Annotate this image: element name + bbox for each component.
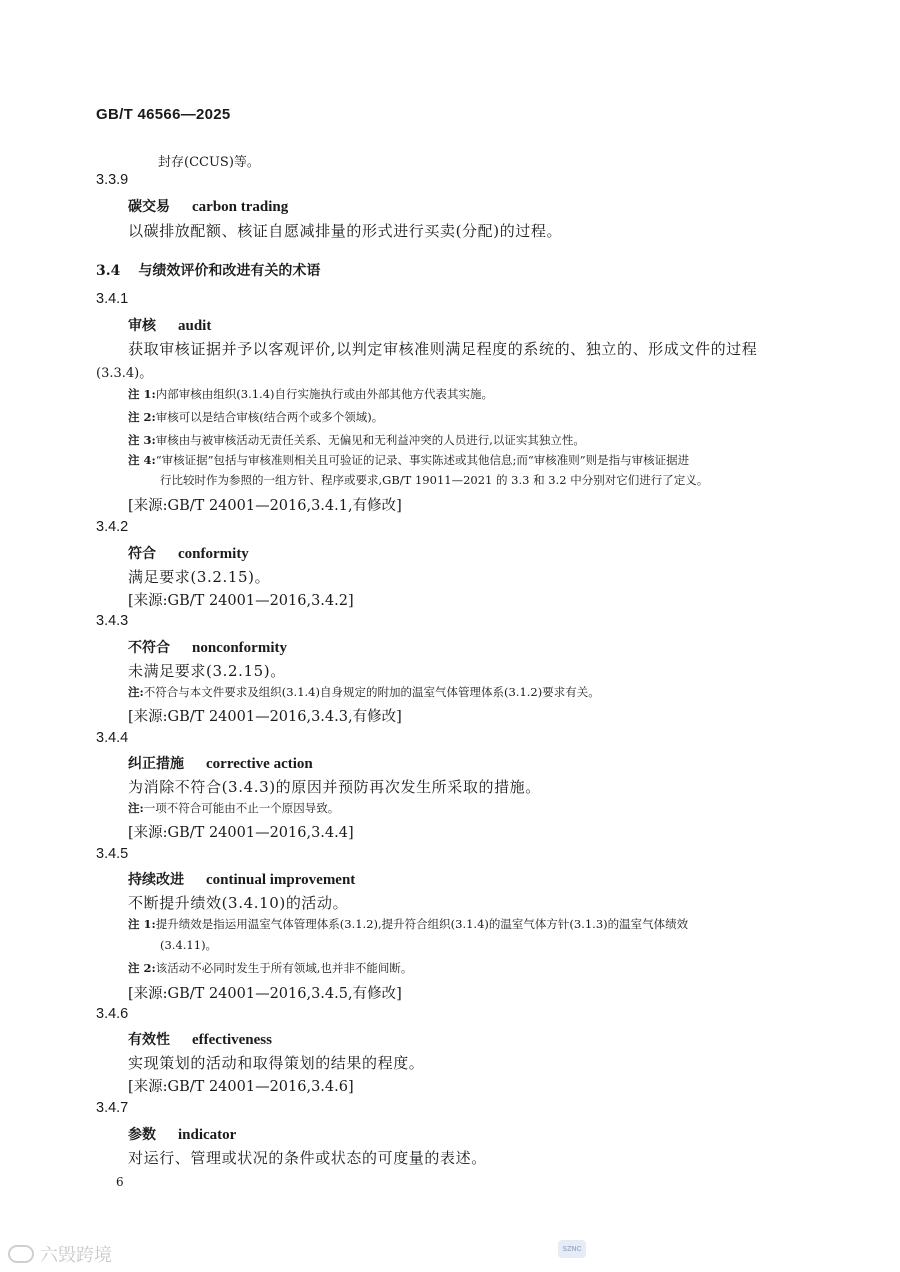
term-zh: 纠正措施 xyxy=(128,756,184,772)
term-zh: 参数 xyxy=(128,1127,156,1143)
note-label: 注 3: xyxy=(128,433,156,447)
watermark-logo-icon xyxy=(8,1245,34,1263)
continuation-text: 封存(CCUS)等。 xyxy=(158,155,260,170)
term-en: audit xyxy=(178,318,212,334)
note xyxy=(128,960,412,976)
note-text: 提升绩效是指运用温室气体管理体系(3.1.2),提升符合组织(3.1.4)的温室气体方针(3.1.3)的温室气体绩效 xyxy=(155,917,689,931)
term-en: effectiveness xyxy=(192,1032,272,1048)
note xyxy=(128,684,600,700)
term-en: nonconformity xyxy=(192,640,287,656)
term-continual-improvement xyxy=(128,869,355,889)
term-zh: 有效性 xyxy=(128,1032,170,1048)
term-en: continual improvement xyxy=(206,872,356,888)
note-label: 注: xyxy=(128,801,144,815)
clause-number-3-4-5: 3.4.5 xyxy=(96,846,129,862)
watermark-text: 六毁跨境 xyxy=(40,1245,112,1266)
note-text: 审核可以是结合审核(结合两个或多个领域)。 xyxy=(155,410,384,424)
definition-text: 不断提升绩效(3.4.10)的活动。 xyxy=(128,894,349,912)
source-reference: [来源:GB/T 24001—2016,3.4.3,有修改] xyxy=(128,709,402,725)
note-label: 注 4: xyxy=(128,453,156,467)
note-label: 注 1: xyxy=(128,917,156,931)
term-zh: 审核 xyxy=(128,318,156,334)
source-reference: [来源:GB/T 24001—2016,3.4.5,有修改] xyxy=(128,986,402,1002)
clause-number-3-4-1: 3.4.1 xyxy=(96,291,129,307)
note-text: 审核由与被审核活动无责任关系、无偏见和无利益冲突的人员进行,以证实其独立性。 xyxy=(155,433,585,447)
source-reference: [来源:GB/T 24001—2016,3.4.6] xyxy=(128,1079,354,1095)
source-reference: [来源:GB/T 24001—2016,3.4.2] xyxy=(128,593,354,609)
term-indicator xyxy=(128,1124,236,1144)
clause-number-3-4-2: 3.4.2 xyxy=(96,519,129,535)
note-continuation: (3.4.11)。 xyxy=(160,938,218,952)
watermark-left xyxy=(8,1241,112,1267)
watermark-center-logo-icon xyxy=(558,1240,586,1258)
page-number: 6 xyxy=(116,1175,124,1189)
source-reference: [来源:GB/T 24001—2016,3.4.4] xyxy=(128,825,354,841)
term-en: indicator xyxy=(178,1127,237,1143)
note-text: 该活动不必同时发生于所有领域,也并非不能间断。 xyxy=(155,961,413,975)
term-nonconformity xyxy=(128,637,287,657)
term-audit xyxy=(128,315,211,335)
clause-number-3-4-7: 3.4.7 xyxy=(96,1100,129,1116)
note-text: “审核证据”包括与审核准则相关且可验证的记录、事实陈述或其他信息;而“审核准则”则是指与审核证据进 xyxy=(155,453,690,467)
term-corrective-action xyxy=(128,753,313,773)
note-text: 内部审核由组织(3.1.4)自行实施执行或由外部其他方代表其实施。 xyxy=(155,387,493,401)
note xyxy=(128,800,339,816)
term-en: corrective action xyxy=(206,756,313,772)
note xyxy=(128,409,383,425)
term-carbon-trading xyxy=(128,196,288,216)
clause-number-3-4-4: 3.4.4 xyxy=(96,730,129,746)
definition-text: 获取审核证据并予以客观评价,以判定审核准则满足程度的系统的、独立的、形成文件的过程 xyxy=(128,340,758,358)
note xyxy=(128,452,689,468)
note-label: 注 2: xyxy=(128,961,156,975)
definition-text: 满足要求(3.2.15)。 xyxy=(128,568,271,586)
definition-text: 未满足要求(3.2.15)。 xyxy=(128,662,286,680)
definition-text: 对运行、管理或状况的条件或状态的可度量的表述。 xyxy=(128,1149,487,1167)
term-zh: 碳交易 xyxy=(128,199,170,215)
term-zh: 符合 xyxy=(128,546,156,562)
note-label: 注 1: xyxy=(128,387,156,401)
note-continuation: 行比较时作为参照的一组方针、程序或要求,GB/T 19011—2021 的 3.3 和 3.2 中分别对它们进行了定义。 xyxy=(160,473,709,487)
section-number: 3.4 xyxy=(96,263,121,279)
definition-continuation: (3.3.4)。 xyxy=(96,366,153,381)
section-heading-3-4 xyxy=(96,260,320,280)
clause-number-3-3-9: 3.3.9 xyxy=(96,172,129,188)
note-label: 注 2: xyxy=(128,410,156,424)
note-text: 不符合与本文件要求及组织(3.1.4)自身规定的附加的温室气体管理体系(3.1.2)要求有关。 xyxy=(143,685,600,699)
term-zh: 不符合 xyxy=(128,640,170,656)
note-text: 一项不符合可能由不止一个原因导致。 xyxy=(143,801,340,815)
term-en: carbon trading xyxy=(192,199,289,215)
definition-text: 为消除不符合(3.4.3)的原因并预防再次发生所采取的措施。 xyxy=(128,778,541,796)
source-reference: [来源:GB/T 24001—2016,3.4.1,有修改] xyxy=(128,498,402,514)
clause-number-3-4-6: 3.4.6 xyxy=(96,1006,129,1022)
note xyxy=(128,916,688,932)
section-title: 与绩效评价和改进有关的术语 xyxy=(138,263,321,279)
term-zh: 持续改进 xyxy=(128,872,184,888)
term-en: conformity xyxy=(178,546,249,562)
definition-text: 实现策划的活动和取得策划的结果的程度。 xyxy=(128,1054,425,1072)
note xyxy=(128,432,585,448)
watermark-center-text: SZNC xyxy=(562,1245,582,1253)
clause-number-3-4-3: 3.4.3 xyxy=(96,613,129,629)
term-effectiveness xyxy=(128,1029,272,1049)
note-label: 注: xyxy=(128,685,144,699)
definition-text: 以碳排放配额、核证自愿减排量的形式进行买卖(分配)的过程。 xyxy=(128,222,563,240)
standard-number: GB/T 46566—2025 xyxy=(96,106,231,123)
term-conformity xyxy=(128,543,249,563)
note xyxy=(128,386,493,402)
